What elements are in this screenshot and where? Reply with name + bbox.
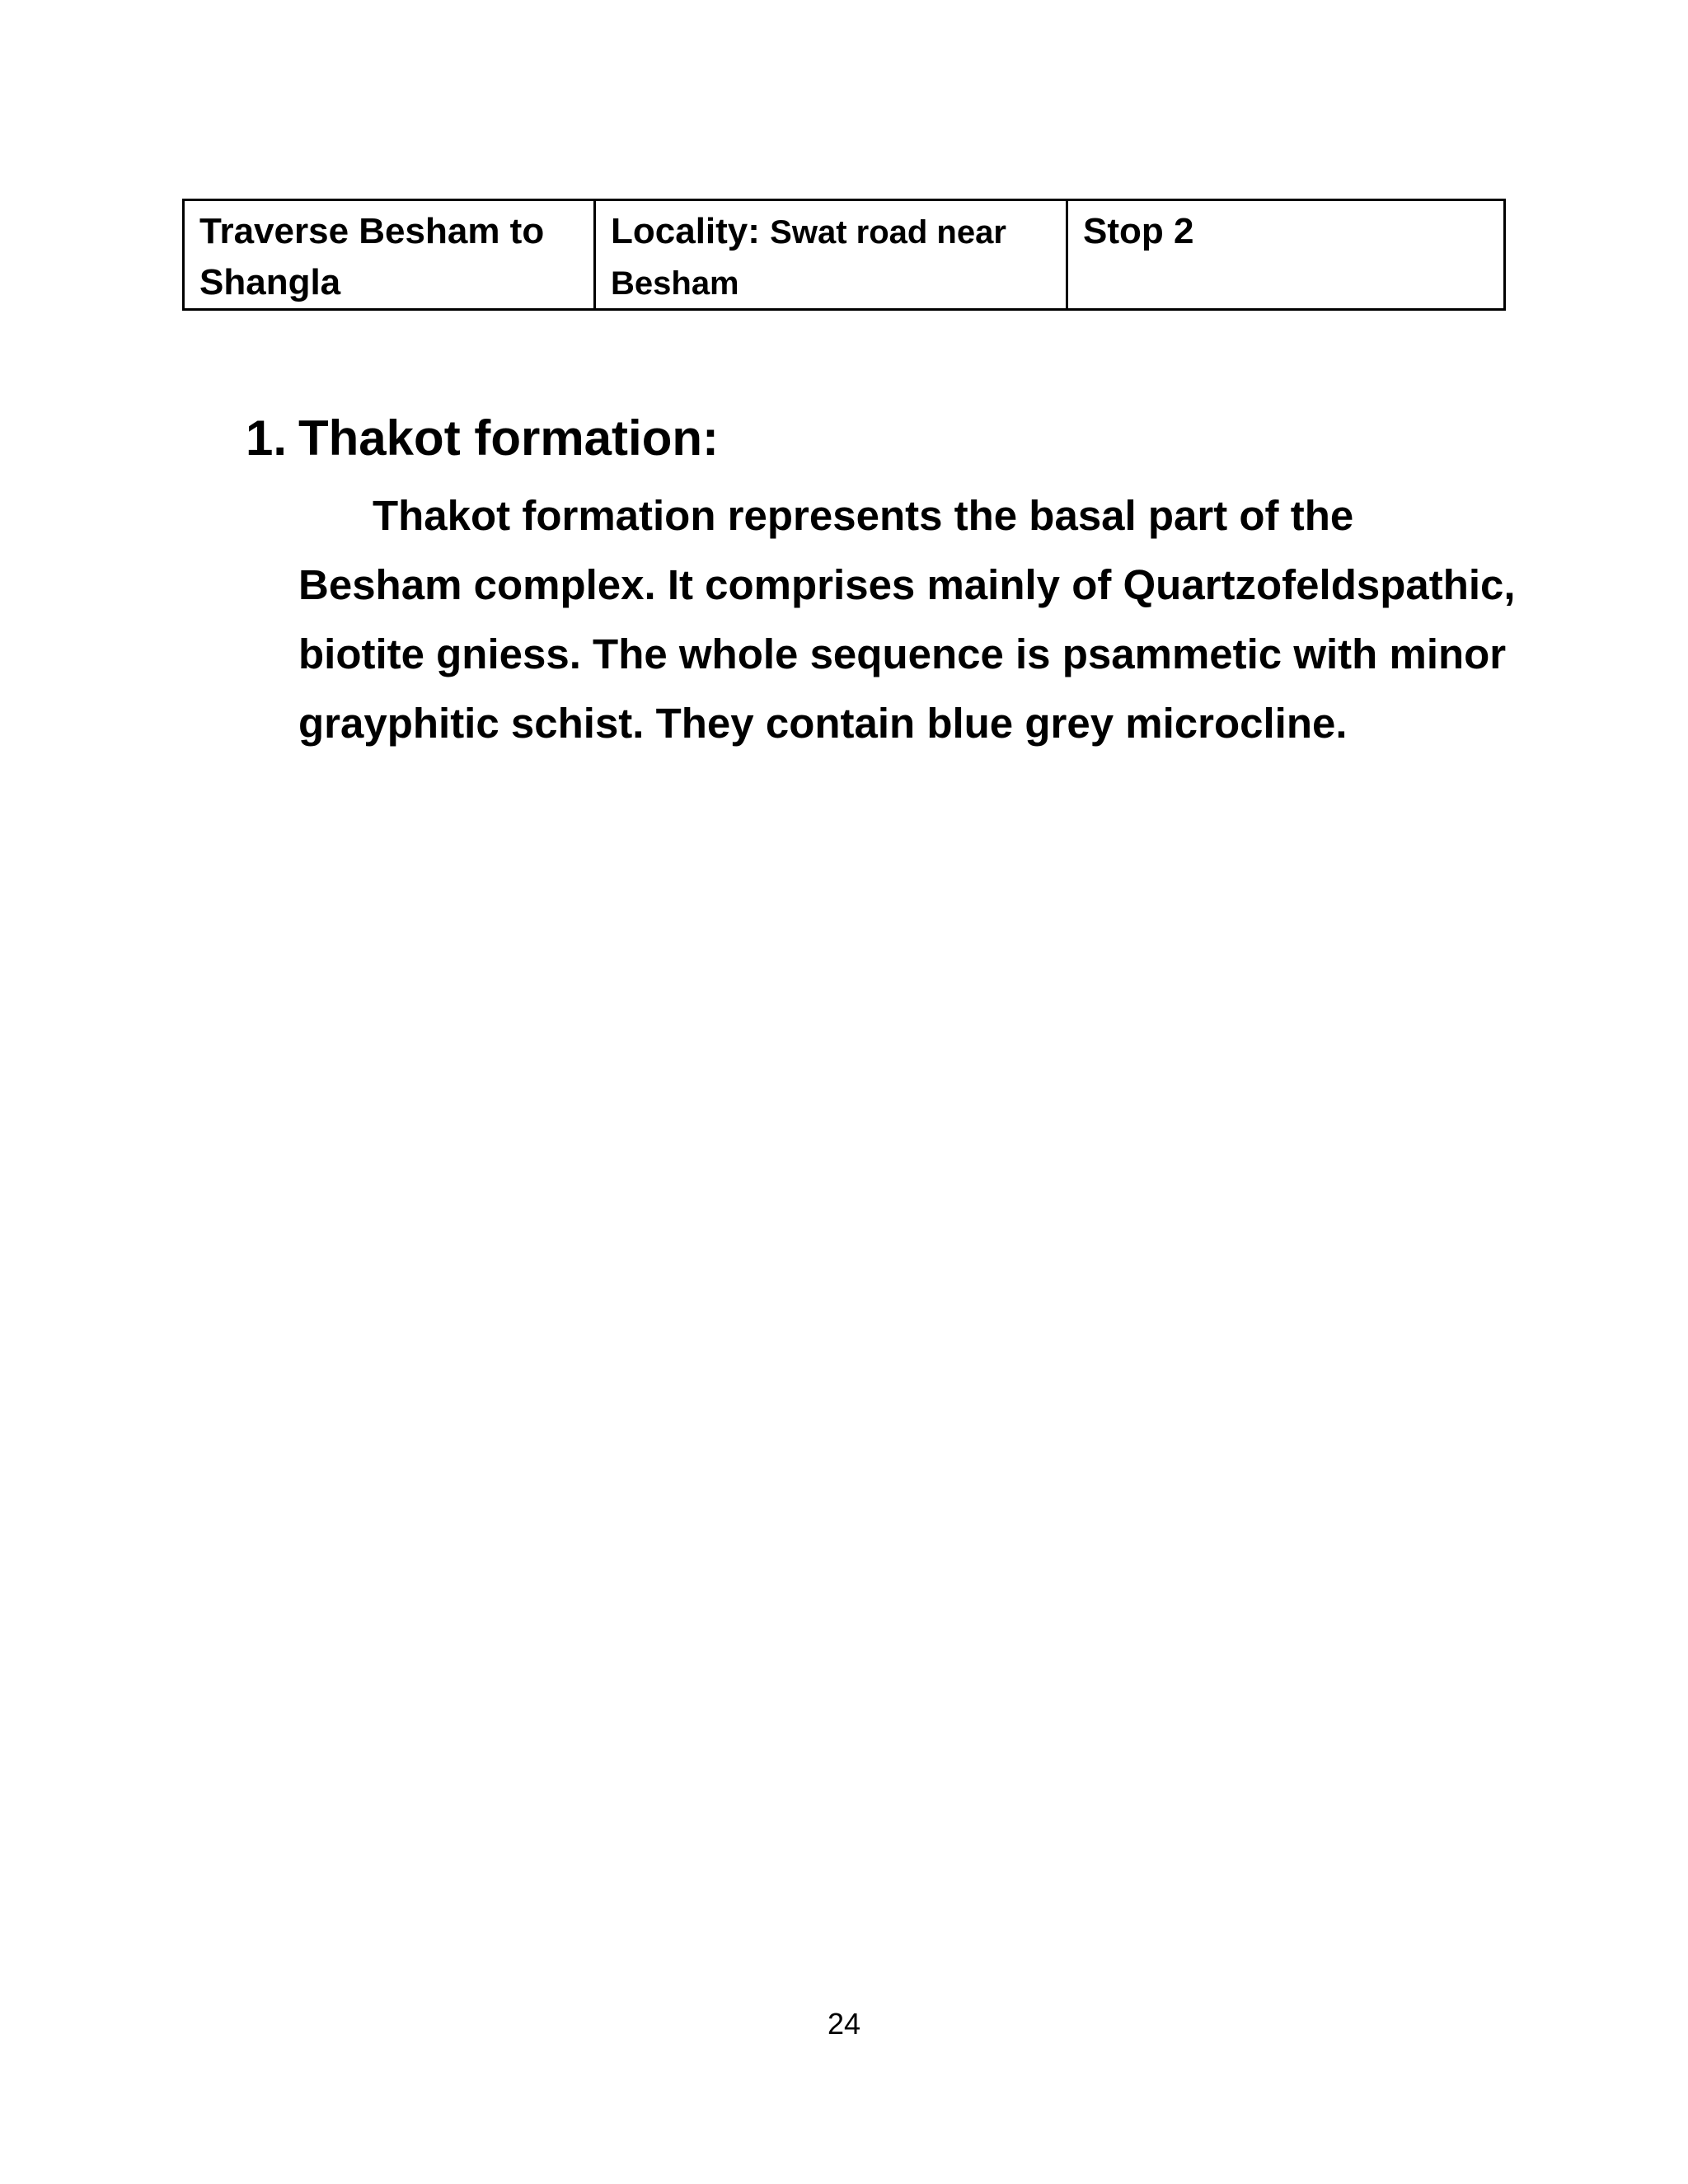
section-heading [246,404,719,473]
traverse-text: Traverse Besham to Shangla [199,211,545,302]
page-number: 24 [827,2007,861,2041]
header-table [182,199,1506,311]
locality-label: Locality: [611,211,760,251]
section-paragraph: Thakot formation represents the basal part of the Besham complex. It comprises mainly of Quartzofeldspathic, biotite gniess. The whole sequence is psammetic with minor grayphitic schist. They contain blue grey microcline. [298,492,1516,747]
stop-text: Stop 2 [1083,211,1194,251]
locality-cell [595,200,1067,310]
section-number: 1. [246,410,288,466]
header-row [184,200,1505,310]
traverse-cell [184,200,595,310]
locality-value: Swat road near Besham [611,214,1006,302]
stop-cell [1067,200,1505,310]
section-title: Thakot formation: [298,410,719,466]
